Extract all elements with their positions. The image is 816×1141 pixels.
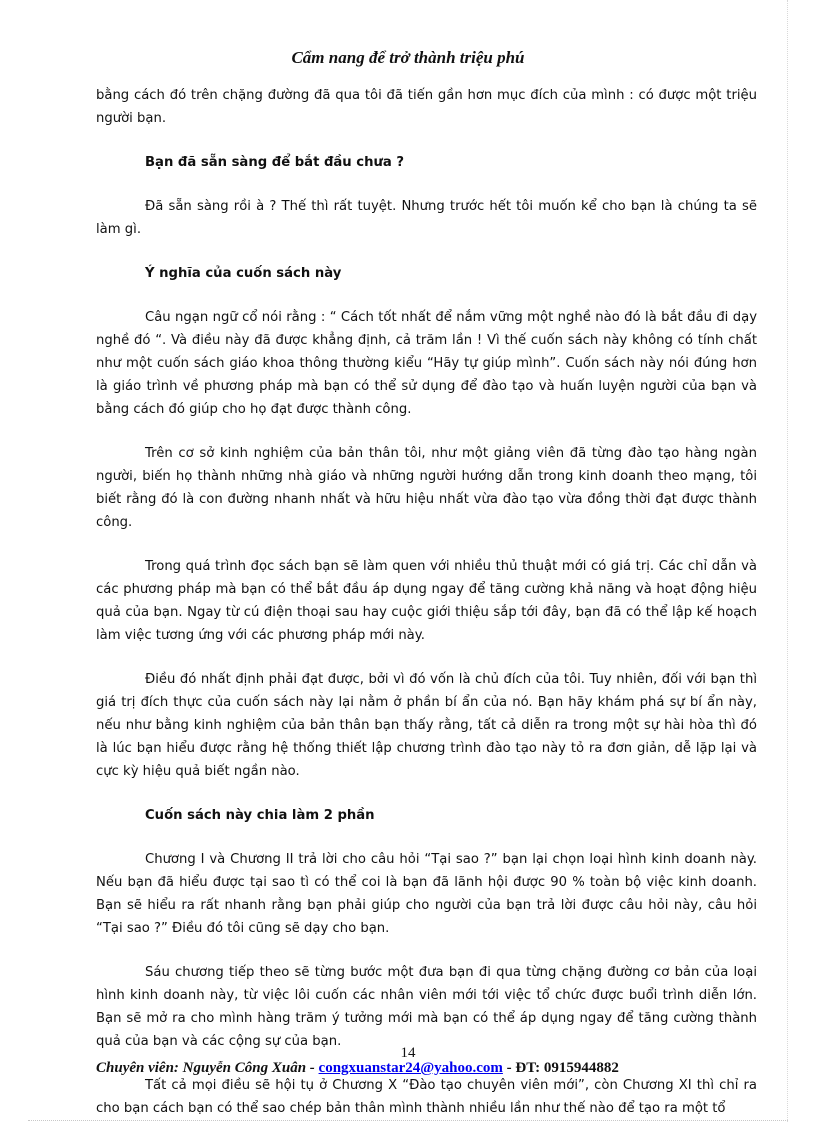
- paragraph: Điều đó nhất định phải đạt được, bởi vì đó vốn là chủ đích của tôi. Tuy nhiên, đối với bạn thì giá trị đích thực của cuốn sách này lại nằm ở phần bí ẩn của nó. Bạn hãy khám phá sự bí ẩn này, nếu như bằng kinh nghiệm của bản thân bạn thấy rằng, tất cả diễn ra trong một sự hài hòa thì đó là lúc bạn hiểu được rằng hệ thống thiết lập chương trình đào tạo này tỏ ra đơn giản, dễ lặp lại và cực kỳ hiệu quả biết ngần nào.: [96, 672, 757, 779]
- section-heading: Cuốn sách này chia làm 2 phần: [145, 808, 375, 823]
- paragraph: bằng cách đó trên chặng đường đã qua tôi đã tiến gần hơn mục đích của mình : có được một triệu người bạn.: [96, 88, 757, 126]
- page-bottom-edge: [28, 1120, 788, 1121]
- footer-email-link[interactable]: congxuanstar24@yahoo.com: [318, 1060, 503, 1076]
- footer-author: Chuyên viên: Nguyễn Công Xuân -: [96, 1060, 319, 1076]
- page-right-edge: [787, 0, 788, 1122]
- paragraph: Sáu chương tiếp theo sẽ từng bước một đưa bạn đi qua từng chặng đường cơ bản của loại hình kinh doanh này, từ việc lôi cuốn các nhân viên mới tới việc tổ chức được buổi trình diễn lớn. Bạn sẽ mở ra cho mình hàng trăm ý tưởng mới mà bạn có thể áp dụng ngay để tăng cường thành quả của bạn và các cộng sự của bạn.: [96, 965, 757, 1049]
- section-heading: Bạn đã sẵn sàng để bắt đầu chưa ?: [145, 155, 405, 170]
- section-heading: Ý nghĩa của cuốn sách này: [145, 266, 342, 281]
- page-number: 14: [400, 1045, 416, 1061]
- paragraph: Câu ngạn ngữ cổ nói rằng : “ Cách tốt nhất để nắm vững một nghề nào đó là bắt đầu đi dạy nghề đó “. Và điều này đã được khẳng định, cả trăm lần ! Vì thế cuốn sách này không có tính chất như một cuốn sách giáo khoa thông thường kiểu “Hãy tự giúp mình”. Cuốn sách này nói đúng hơn là giáo trình về phương pháp mà bạn có thể sử dụng để đào tạo và huấn luyện người của bạn và bằng cách đó giúp cho họ đạt được thành công.: [96, 310, 757, 417]
- document-body: [96, 84, 757, 1141]
- paragraph: Đã sẵn sàng rồi à ? Thế thì rất tuyệt. Nhưng trước hết tôi muốn kể cho bạn là chúng ta sẽ làm gì.: [96, 199, 757, 237]
- paragraph: Trên cơ sở kinh nghiệm của bản thân tôi, như một giảng viên đã từng đào tạo hàng ngàn người, biến họ thành những nhà giáo và những người hướng dẫn trong kinh doanh theo mạng, tôi biết rằng đó là con đường nhanh nhất và hữu hiệu nhất vừa đào tạo vừa đồng thời đạt được thành công.: [96, 446, 757, 530]
- footer-phone: - ĐT: 0915944882: [502, 1060, 619, 1076]
- running-header: Cẩm nang để trở thành triệu phú: [291, 48, 525, 67]
- paragraph: Chương I và Chương II trả lời cho câu hỏi “Tại sao ?” bạn lại chọn loại hình kinh doanh này. Nếu bạn đã hiểu được tại sao tì có thể coi là bạn đã lãnh hội được 90 % toàn bộ việc kinh doanh. Bạn sẽ hiểu ra rất nhanh rằng bạn phải giúp cho người của bạn trả lời được câu hỏi này, câu hỏi “Tại sao ?” Điều đó tôi cũng sẽ dạy cho bạn.: [96, 852, 757, 936]
- footer: [96, 1060, 619, 1077]
- paragraph: Trong quá trình đọc sách bạn sẽ làm quen với nhiều thủ thuật mới có giá trị. Các chỉ dẫn và các phương pháp mà bạn có thể bắt đầu áp dụng ngay để tăng cường khả năng và hoạt động hiệu quả của bạn. Ngay từ cú điện thoại sau hay cuộc giới thiệu sắp tới đây, bạn đã có thể lập kế hoạch làm việc tương ứng với các phương pháp mới này.: [96, 559, 757, 643]
- paragraph: Tất cả mọi điều sẽ hội tụ ở Chương X “Đào tạo chuyên viên mới”, còn Chương XI thì chỉ ra cho bạn cách bạn có thể sao chép bản thân mình thành nhiều lần như thế nào để tạo ra một tổ: [96, 1078, 757, 1116]
